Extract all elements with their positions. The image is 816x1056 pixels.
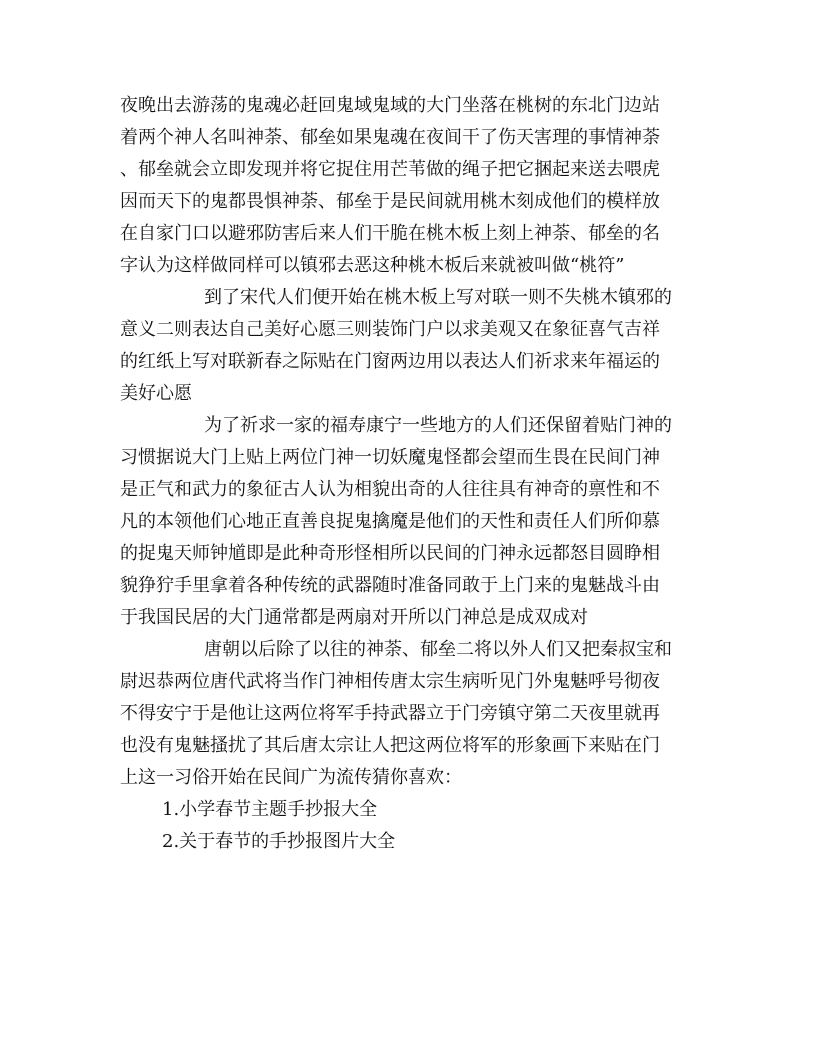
text-line: 的捉鬼天师钟馗即是此种奇形怪相所以民间的门神永远都怒目圆睁相: [120, 543, 660, 564]
related-list: [120, 794, 696, 858]
paragraph-1: [120, 90, 696, 282]
text-line: 貌狰狞手里拿着各种传统的武器随时准备同敢于上门来的鬼魅战斗由: [120, 575, 660, 596]
text-line: 凡的本领他们心地正直善良捉鬼擒魔是他们的天性和责任人们所仰慕: [120, 511, 660, 532]
text-line: 美好心愿: [120, 383, 192, 404]
text-line: 着两个神人名叫神荼、郁垒如果鬼魂在夜间干了伤天害理的事情神荼: [120, 127, 660, 148]
text-line: 是正气和武力的象征古人认为相貌出奇的人往往具有神奇的禀性和不: [120, 479, 660, 500]
text-line: 因而天下的鬼都畏惧神荼、郁垒于是民间就用桃木刻成他们的模样放: [120, 191, 660, 212]
paragraph-3: [120, 410, 696, 634]
text-line: 意义二则表达自己美好心愿三则装饰门户以求美观又在象征喜气吉祥: [120, 319, 660, 340]
text-line: 上这一习俗开始在民间广为流传猜你喜欢：: [120, 767, 462, 788]
text-line: 不得安宁于是他让这两位将军手持武器立于门旁镇守第二天夜里就再: [120, 703, 660, 724]
text-line: 字认为这样做同样可以镇邪去恶这种桃木板后来就被叫做“桃符”: [120, 255, 625, 276]
text-line: 在自家门口以避邪防害后来人们干脆在桃木板上刻上神荼、郁垒的名: [120, 223, 660, 244]
text-line: 的红纸上写对联新春之际贴在门窗两边用以表达人们祈求来年福运的: [120, 351, 660, 372]
paragraph-4: [120, 634, 696, 794]
text-line: 到了宋代人们便开始在桃木板上写对联一则不失桃木镇邪的: [204, 287, 672, 308]
text-line: 唐朝以后除了以往的神荼、郁垒二将以外人们又把秦叔宝和: [204, 639, 672, 660]
text-line: 也没有鬼魅搔扰了其后唐太宗让人把这两位将军的形象画下来贴在门: [120, 735, 660, 756]
text-line: 尉迟恭两位唐代武将当作门神相传唐太宗生病听见门外鬼魅呼号彻夜: [120, 671, 660, 692]
text-line: 为了祈求一家的福寿康宁一些地方的人们还保留着贴门神的: [204, 415, 672, 436]
paragraph-2: [120, 282, 696, 410]
document-body: [120, 90, 696, 858]
text-line: 夜晚出去游荡的鬼魂必赶回鬼域鬼域的大门坐落在桃树的东北门边站: [120, 95, 660, 116]
related-link[interactable]: 2.关于春节的手抄报图片大全: [162, 831, 396, 852]
text-line: 习惯据说大门上贴上两位门神一切妖魔鬼怪都会望而生畏在民间门神: [120, 447, 660, 468]
text-line: 于我国民居的大门通常都是两扇对开所以门神总是成双成对: [120, 607, 588, 628]
text-line: 、郁垒就会立即发现并将它捉住用芒苇做的绳子把它捆起来送去喂虎: [120, 159, 660, 180]
related-link[interactable]: 1.小学春节主题手抄报大全: [162, 799, 378, 820]
